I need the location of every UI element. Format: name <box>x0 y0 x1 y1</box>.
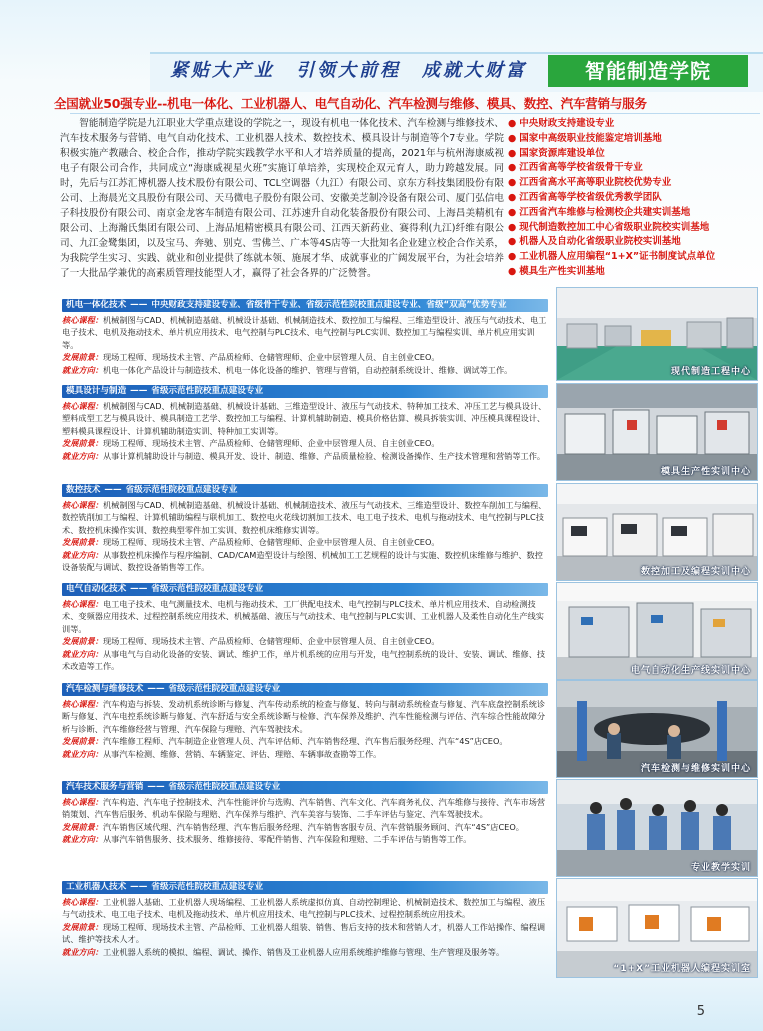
honor-item: ● 国家中高级职业技能鉴定培训基地 <box>508 132 662 144</box>
photo-teaching-training <box>556 779 758 877</box>
college-title: 智能制造学院 <box>548 55 748 87</box>
prospects: 汽车销售区域代理、汽车销售经理、汽车售后服务经理、汽车销售客服专员、汽车营销服务顾问、汽车“4S”店CEO。 <box>102 821 524 832</box>
photo-manufacturing-center <box>556 287 758 381</box>
section-header: 工业机器人技术 —— 省级示范性院校重点建设专业 <box>62 881 548 894</box>
intro-paragraph: 智能制造学院是九江职业大学重点建设的学院之一，现设有机电一体化技术、汽车检测与维修技术、汽车技术服务与营销、电气自动化技术、工业机器人技术、数控技术、模具设计与制造等个7专业。学院积极实施产教融合、校企合作，推动学院实践教学水平和人才培养质量的提高，2021年与杭州海康威视电子有限公司合作，共同成立“海康威视星火班”实施订单培养，实现校企双元育人，助力跨越发展。同时，先后与江苏汇博机器人技术股份有限公司、TCL空调器（九江）有限公司、京东方科技集团股份有限公司、上海晨光文具股份有限公司、天马微电子股份有限公司、安徽美芝制冷设备有限公司、厦门弘信电子科技股份有限公司、南京金龙客车制造有限公司、江苏速升自动化装备股份有限公司、上海昌美精机有限公司、上海瀚氏集团有限公司、上海品旭精密模具有限公司、江西天新药业、赛得利(九江)纤维有限公司、九江金鹭集团，以及宝马、奔驰、别克、雪佛兰、广本等4S店等一大批知名企业建立校企合作关系，为我院学生实习、实践、就业和创业提供了练就本领、施展才华、成就事业的广阔发展平台，为社会培养了一大批品学兼优的高素质管理技能型人才，赢得了社会各界的广泛赞誉。 <box>60 118 504 279</box>
major-section-electrical: 电气自动化技术 —— 省级示范性院校重点建设专业 核心课程：电工电子技术、电气测量技术、电机与拖动技术、工厂供配电技术、电气控制与PLC技术、单片机应用技术、自动检测技术、变频器应用技术、过程控制系统应用技术、机械基础、液压与气动技术、电气控制与PLC实训、工业机器人及柔性自动化生产线实训等。 发展前景：现场工程师、现场技术主管、产品质检师、仓储管理师、企业中层管理人员、自主创业CEO。 就业方向：从事电气与自动化设备的安装、调试、维护工作，单片机系统的应用与开发，电气控制系统的设计、安装、调试、维修、技术改造等工作。 <box>62 583 548 672</box>
section-header: 汽车技术服务与营销 —— 省级示范性院校重点建设专业 <box>62 781 548 794</box>
section-header: 机电一体化技术 —— 中央财政支持建设专业、省级骨干专业、省级示范性院校重点建设专业、省级“双高”优势专业 <box>62 299 548 312</box>
honor-item: ● 江西省高水平高等职业院校优势专业 <box>508 177 672 189</box>
bullet-icon: ● <box>508 206 517 218</box>
photo-caption: 现代制造工程中心 <box>670 367 751 377</box>
bullet-icon: ● <box>508 132 517 144</box>
job-direction: 工业机器人系统的模拟、编程、调试、操作、销售及工业机器人应用系统维护维修与管理、生产管理及服务等。 <box>102 946 505 957</box>
core-courses: 机械制图与CAD、机械制造基础、机械设计基础、三维造型设计、液压与气动技术、特种加工技术、冲压工艺与模具设计、塑料成型工艺与模具设计、模具制造工艺学、数控加工与编程、计算机辅助制造、模具价格估算、模具拆装实训、冲压模具课程设计、塑料模具课程设计、计算机辅助制造实训、特种加工实训等。 <box>62 401 547 436</box>
job-direction: 机电一体化产品设计与制造技术、机电一体化设备的维护、管理与营销，自动控制系统设计、维修、调试等工作。 <box>102 364 513 375</box>
section-header: 电气自动化技术 —— 省级示范性院校重点建设专业 <box>62 583 548 596</box>
prospects: 现场工程师、现场技术主管、产品质检师、仓储管理师、企业中层管理人员、自主创业CEO。 <box>102 352 440 363</box>
honor-item: ● 中央财政支持建设专业 <box>508 118 615 129</box>
major-section-auto-repair: 汽车检测与维修技术 —— 省级示范性院校重点建设专业 核心课程：汽车构造与拆装、发动机系统诊断与修复、汽车传动系统的检查与修复、转向与制动系统检查与修复、汽车底盘控制系统诊断与修复、汽车电控系统诊断与修复、汽车舒适与安全系统诊断与检修、汽车保养及维护、汽车性能检测与评估、汽车综合性能故障分析与诊断、汽车维修经营与管理、汽车保险与理赔、汽车驾驶技术。 发展前景：汽车维修工程师、汽车制造企业管理人员、汽车评估师、汽车销售经理、汽车售后服务经理、汽车“4S”店CEO。 就业方向：从事汽车检测、维修、营销、车辆鉴定、评估、理赔、车辆事故查勘等工作。 <box>62 683 548 760</box>
prospects: 现场工程师、现场技术主管、产品检师、工业机器人组装、销售、售后支持的技术和营销人才，机器人工作站操作、编程调试、维护等技术人才。 <box>62 921 546 945</box>
bullet-icon: ● <box>508 265 517 277</box>
prospects: 汽车维修工程师、汽车制造企业管理人员、汽车评估师、汽车销售经理、汽车售后服务经理、汽车“4S”店CEO。 <box>102 736 508 747</box>
section-header: 汽车检测与维修技术 —— 省级示范性院校重点建设专业 <box>62 683 548 696</box>
bullet-icon: ● <box>508 147 517 159</box>
photo-caption: 数控加工及编程实训中心 <box>640 567 751 577</box>
core-courses: 电工电子技术、电气测量技术、电机与拖动技术、工厂供配电技术、电气控制与PLC技术、单片机应用技术、自动检测技术、变频器应用技术、过程控制系统应用技术、机械基础、液压与气动技术、电气控制与PLC实训、工业机器人及柔性自动化生产线实训等。 <box>62 599 544 634</box>
honor-item: ● 江西省汽车维修与检测校企共建实训基地 <box>508 206 691 218</box>
honor-item: ● 江西省高等学校省级骨干专业 <box>508 162 643 174</box>
bullet-icon: ● <box>508 162 517 174</box>
honor-item: ● 现代制造数控加工中心省级职业院校实训基地 <box>508 221 710 233</box>
photo-robot-lab <box>556 878 758 978</box>
headline: 全国就业50强专业--机电一体化、工业机器人、电气自动化、汽车检测与维修、模具、数控、汽车营销与服务 <box>54 96 647 111</box>
honor-item: ● 国家资源库建设单位 <box>508 147 605 159</box>
core-courses: 汽车构造与拆装、发动机系统诊断与修复、汽车传动系统的检查与修复、转向与制动系统检查与修复、汽车底盘控制系统诊断与修复、汽车电控系统诊断与修复、汽车舒适与安全系统诊断与检修、汽车保养及维护、汽车性能检测与评估、汽车综合性能故障分析与诊断、汽车维修经营与管理、汽车保险与理赔、汽车驾驶技术。 <box>62 699 546 734</box>
core-courses: 工业机器人基础、工业机器人现场编程、工业机器人系统虚拟仿真、自动控制理论、机械制造技术、数控加工与编程、液压与气动技术、电工电子技术、电机及拖动技术、单片机应用技术、电气控制与PLC技术、过程控制系统应用技术。 <box>62 897 546 920</box>
bullet-icon: ● <box>508 236 517 248</box>
photo-mold-center <box>556 383 758 481</box>
major-section-mold: 模具设计与制造 —— 省级示范性院校重点建设专业 核心课程：机械制图与CAD、机械制造基础、机械设计基础、三维造型设计、液压与气动技术、特种加工技术、冲压工艺与模具设计、塑料成型工艺与模具设计、模具制造工艺学、数控加工与编程、计算机辅助制造、模具价格估算、模具拆装实训、冲压模具课程设计、塑料模具课程设计、计算机辅助制造实训、特种加工实训等。 发展前景：现场工程师、现场技术主管、产品质检师、仓储管理师、企业中层管理人员、自主创业CEO。 就业方向：从事计算机辅助设计与制造、模具开发、设计、制造、维修、产品质量检验、检测设备操作、生产技术管理和营销等工作。 <box>62 386 547 461</box>
job-direction: 从事计算机辅助设计与制造、模具开发、设计、制造、维修、产品质量检验、检测设备操作、生产技术管理和营销等工作。 <box>102 450 546 461</box>
honor-item: ● 模具生产性实训基地 <box>508 265 605 277</box>
photo-cnc-center <box>556 483 758 581</box>
job-direction: 从事电气与自动化设备的安装、调试、维护工作，单片机系统的应用与开发，电气控制系统的设计、安装、调试、维修、技术改造等工作。 <box>62 648 546 672</box>
bullet-icon: ● <box>508 177 517 189</box>
major-section-robotics: 工业机器人技术 —— 省级示范性院校重点建设专业 核心课程：工业机器人基础、工业机器人现场编程、工业机器人系统虚拟仿真、自动控制理论、机械制造技术、数控加工与编程、液压与气动技术、电工电子技术、电机及拖动技术、单片机应用技术、电气控制与PLC技术、过程控制系统应用技术。 发展前景：现场工程师、现场技术主管、产品检师、工业机器人组装、销售、售后支持的技术和营销人才，机器人工作站操作、编程调试、维护等技术人才。 就业方向：工业机器人系统的模拟、编程、调试、操作、销售及工业机器人应用系统维护维修与管理、生产管理及服务等。 <box>62 881 548 958</box>
prospects: 现场工程师、现场技术主管、产品质检师、仓储管理师、企业中层管理人员、自主创业CEO。 <box>102 636 440 647</box>
page-number: 5 <box>696 1004 705 1019</box>
core-courses: 机械制图与CAD、机械制造基础、机械设计基础、机械制造技术、数控加工与编程、三维造型设计、液压与气动技术、电工电子技术、电机及拖动技术、单片机应用技术、电气控制与PLC技术、电气控制与PLC实训、数控加工与编程实训、单片机应用实训等。 <box>62 315 547 350</box>
section-header: 模具设计与制造 —— 省级示范性院校重点建设专业 <box>62 385 548 398</box>
job-direction: 从事数控机床操作与程序编制、CAD/CAM造型设计与绘图、机械加工工艺规程的设计与实施、数控机床维修与维护、数控设备装配与调试、数控设备销售等工作。 <box>62 549 543 573</box>
bullet-icon: ● <box>508 221 517 233</box>
photo-caption: 电气自动化生产线实训中心 <box>630 666 751 676</box>
core-courses: 机械制图与CAD、机械制造基础、机械设计基础、机械制造技术、液压与气动技术、三维造型设计、数控车削加工与编程、数控铣削加工与编程、计算机辅助编程与联机加工、数控电火花线切割加工技术、电工电子技术、电机与拖动技术、电气控制与PLC技术、数控机床操作实训、数控典型零件加工实训、数控机床维修实训等。 <box>62 500 547 535</box>
bullet-icon: ● <box>508 251 517 263</box>
prospects: 现场工程师、现场技术主管、产品质检师、仓储管理师、企业中层管理人员、自主创业CEO。 <box>102 438 440 449</box>
photo-caption: 模具生产性实训中心 <box>660 467 751 477</box>
photo-auto-repair-center <box>556 680 758 778</box>
job-direction: 从事汽车销售服务、技术服务、维修接待、零配件销售、汽车保险和理赔、二手车评估与销售等工作。 <box>102 834 472 845</box>
bullet-icon: ● <box>508 191 517 203</box>
bullet-icon: ● <box>508 118 517 129</box>
honors-list <box>508 117 758 280</box>
honor-item: ● 机器人及自动化省级职业院校实训基地 <box>508 236 681 248</box>
photo-electrical-center <box>556 582 758 680</box>
honor-item: ● 江西省高等学校省级优秀教学团队 <box>508 191 662 203</box>
core-courses: 汽车构造、汽车电子控制技术、汽车性能评价与选购、汽车销售、汽车文化、汽车商务礼仪、汽车维修与接待、汽车市场营销策划、汽车售后服务、机动车保险与理赔、汽车保养与维护、汽车美容与装饰、二手车评估与鉴定、汽车驾驶技术。 <box>62 797 546 820</box>
slogan: 紧贴大产业 引领大前程 成就大财富 <box>170 60 527 81</box>
job-direction: 从事汽车检测、维修、营销、车辆鉴定、评估、理赔、车辆事故查勘等工作。 <box>102 748 382 759</box>
major-section-cnc: 数控技术 —— 省级示范性院校重点建设专业 核心课程：机械制图与CAD、机械制造基础、机械设计基础、机械制造技术、液压与气动技术、三维造型设计、数控车削加工与编程、数控铣削加工与编程、计算机辅助编程与联机加工、数控电火花线切割加工技术、电工电子技术、电机与拖动技术、电气控制与PLC技术、数控机床操作实训、数控典型零件加工实训、数控机床维修实训等。 发展前景：现场工程师、现场技术主管、产品质检师、仓储管理师、企业中层管理人员、自主创业CEO。 就业方向：从事数控机床操作与程序编制、CAD/CAM造型设计与绘图、机械加工工艺规程的设计与实施、数控机床维修与维护、数控设备装配与调试、数控设备销售等工作。 <box>62 485 547 573</box>
section-header: 数控技术 —— 省级示范性院校重点建设专业 <box>62 484 548 497</box>
divider <box>70 113 760 114</box>
prospects: 现场工程师、现场技术主管、产品质检师、仓储管理师、企业中层管理人员、自主创业CEO。 <box>102 537 440 548</box>
honor-item: ● 工业机器人应用编程“1+X”证书制度试点单位 <box>508 251 716 263</box>
photo-caption: 专业教学实训 <box>690 863 751 873</box>
photo-caption: “1+X”工业机器人编程实训室 <box>613 964 751 974</box>
major-section-auto-marketing: 汽车技术服务与营销 —— 省级示范性院校重点建设专业 核心课程：汽车构造、汽车电子控制技术、汽车性能评价与选购、汽车销售、汽车文化、汽车商务礼仪、汽车维修与接待、汽车市场营销策划、汽车售后服务、机动车保险与理赔、汽车保养与维护、汽车美容与装饰、二手车评估与鉴定、汽车驾驶技术。 发展前景：汽车销售区域代理、汽车销售经理、汽车售后服务经理、汽车销售客服专员、汽车营销服务顾问、汽车“4S”店CEO。 就业方向：从事汽车销售服务、技术服务、维修接待、零配件销售、汽车保险和理赔、二手车评估与销售等工作。 <box>62 781 548 846</box>
photo-caption: 汽车检测与维修实训中心 <box>640 764 751 774</box>
major-section-mechatronics: 机电一体化技术 —— 中央财政支持建设专业、省级骨干专业、省级示范性院校重点建设专业、省级“双高”优势专业 核心课程：机械制图与CAD、机械制造基础、机械设计基础、机械制造技术、数控加工与编程、三维造型设计、液压与气动技术、电工电子技术、电机及拖动技术、单片机应用技术、电气控制与PLC技术、电气控制与PLC实训、数控加工与编程实训、单片机应用实训等。 发展前景：现场工程师、现场技术主管、产品质检师、仓储管理师、企业中层管理人员、自主创业CEO。 就业方向：机电一体化产品设计与制造技术、机电一体化设备的维护、管理与营销，自动控制系统设计、维修、调试等工作。 <box>62 300 547 375</box>
